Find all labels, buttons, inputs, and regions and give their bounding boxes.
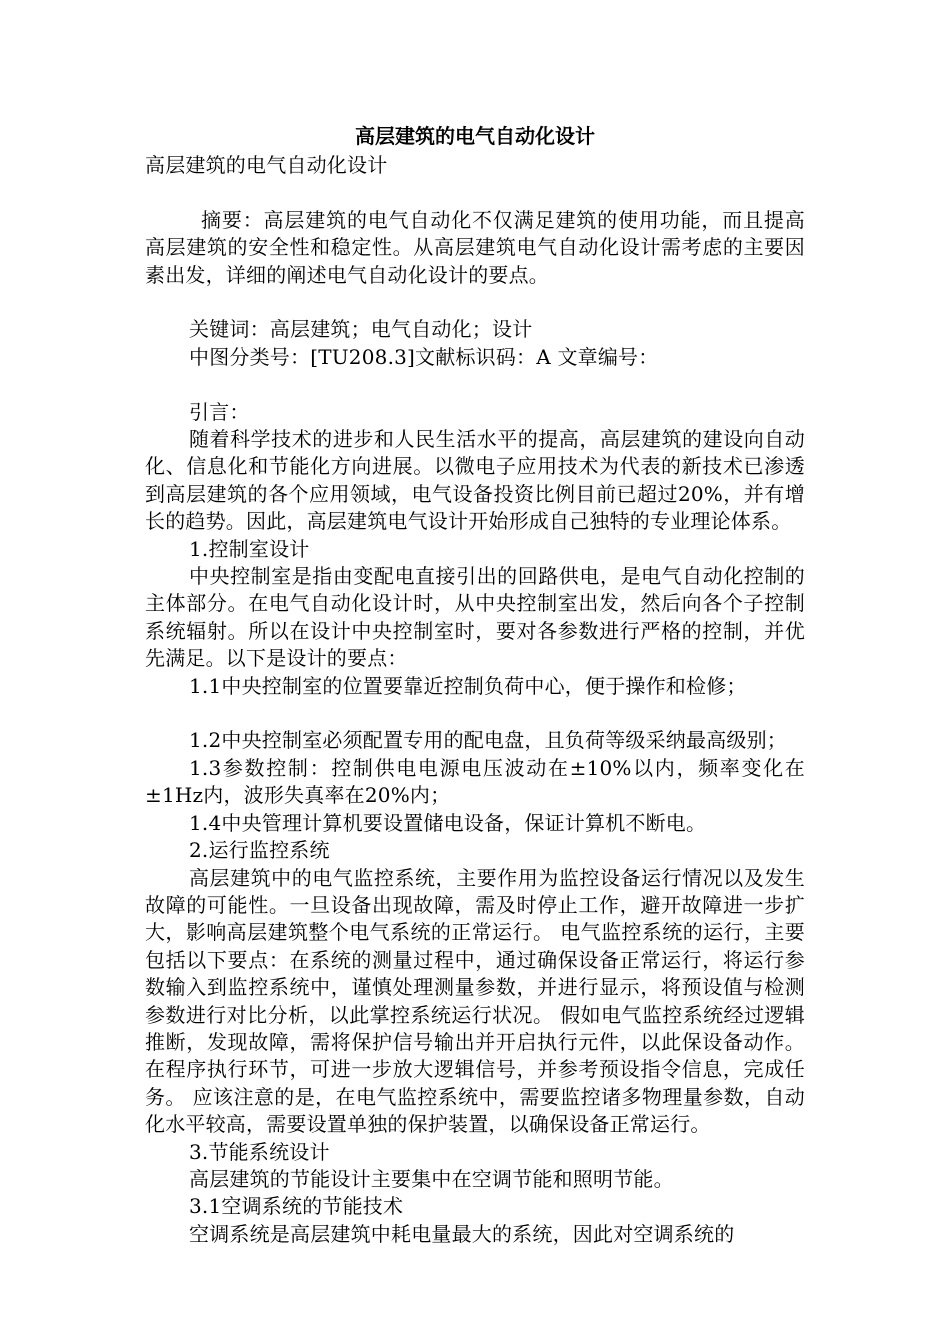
spacer (145, 371, 805, 398)
section-1-2-item: 1.2中央控制室必须配置专用的配电盘，且负荷等级采纳最高级别； (189, 728, 788, 753)
intro-paragraph: 随着科学技术的进步和人民生活水平的提高，高层建筑的建设向自动化、信息化和节能化方向进展。以微电子应用技术为代表的新技术已渗透到高层建筑的各个应用领域，电气设备投资比例目前已超过20%，并有增长的趋势。因此，高层建筑电气设计开始形成自己独特的专业理论体系。 (145, 427, 805, 534)
section-3-1-heading: 3.1空调系统的节能技术 (189, 1194, 404, 1219)
document-page (145, 120, 805, 1248)
section-3-paragraph: 高层建筑的节能设计主要集中在空调节能和照明节能。 (189, 1166, 674, 1191)
spacer (145, 289, 805, 316)
classification-line: 中图分类号：[TU208.3]文献标识码：A 文章编号： (189, 344, 659, 369)
abstract-paragraph: 摘要：高层建筑的电气自动化不仅满足建筑的使用功能，而且提高高层建筑的安全性和稳定性。从高层建筑电气自动化设计需考虑的主要因素出发，详细的阐述电气自动化设计的要点。 (145, 207, 805, 287)
section-2-heading: 2.运行监控系统 (189, 838, 330, 863)
document-subtitle: 高层建筑的电气自动化设计 (145, 153, 388, 177)
section-1-3-item: 1.3参数控制：控制供电电源电压波动在±10%以内，频率变化在±1Hz内，波形失真率在20%内； (145, 755, 805, 808)
section-1-paragraph: 中央控制室是指由变配电直接引出的回路供电，是电气自动化控制的主体部分。在电气自动化设计时，从中央控制室出发，然后向各个子控制系统辐射。所以在设计中央控制室时，要对各参数进行严格的控制，并优先满足。以下是设计的要点： (145, 564, 805, 671)
section-1-1-item: 1.1中央控制室的位置要靠近控制负荷中心，便于操作和检修； (189, 673, 747, 698)
section-2-paragraph: 高层建筑中的电气监控系统，主要作用为监控设备运行情况以及发生故障的可能性。一旦设备出现故障，需及时停止工作，避开故障进一步扩大，影响高层建筑整个电气系统的正常运行。 电气监控系统的运行，主要包括以下要点：在系统的测量过程中，通过确保设备正常运行，将运行参数输入到监控系统中，谨慎处理测量参数，并进行显示，将预设值与检测参数进行对比分析，以此掌控系统运行状况。 假如电气监控系统经过逻辑推断，发现故障，需将保护信号输出并开启执行元件，以此保设备动作。 在程序执行环节，可进一步放大逻辑信号，并参考预设指令信息，完成任务。 应该注意的是，在电气监控系统中，需要监控诸多物理量参数，自动化水平较高，需要设置单独的保护装置，以确保设备正常运行。 (145, 865, 805, 1137)
spacer (145, 700, 805, 727)
section-1-4-item: 1.4中央管理计算机要设置储电设备，保证计算机不断电。 (189, 810, 707, 835)
spacer (145, 179, 805, 206)
section-1-heading: 1.控制室设计 (189, 536, 310, 561)
intro-heading: 引言： (189, 399, 250, 424)
section-3-heading: 3.节能系统设计 (189, 1139, 330, 1164)
section-3-1-paragraph: 空调系统是高层建筑中耗电量最大的系统，因此对空调系统的 (189, 1221, 735, 1246)
keywords-line: 关键词：高层建筑；电气自动化；设计 (189, 317, 533, 342)
document-title: 高层建筑的电气自动化设计 (355, 124, 595, 148)
